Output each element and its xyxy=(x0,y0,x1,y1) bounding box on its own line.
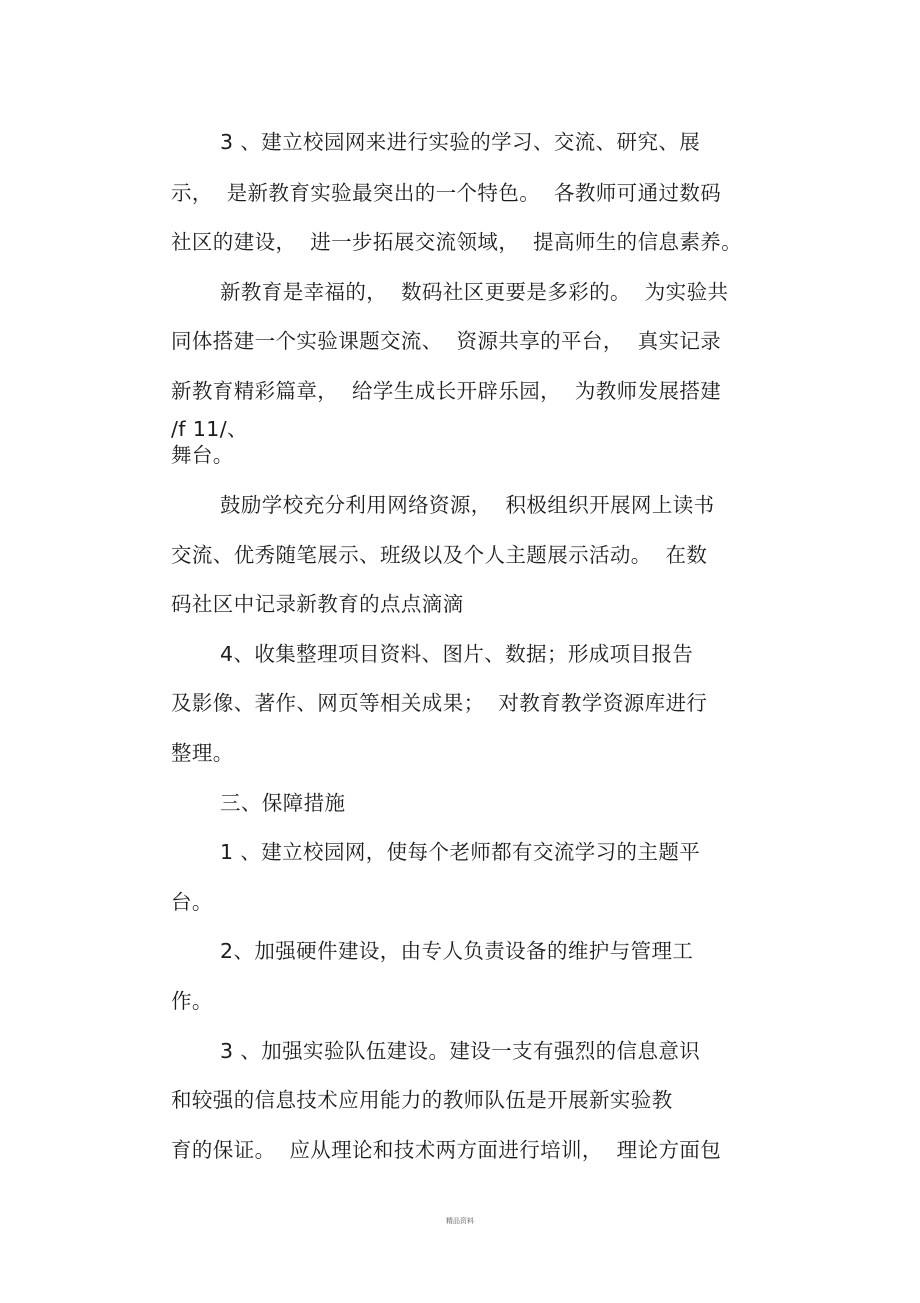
paragraph-line: 新教育精彩篇章， 给学生成长开辟乐园， 为教师发展搭建 xyxy=(171,379,722,403)
paragraph-line: 作。 xyxy=(171,989,213,1013)
paragraph-line: /f 11/、 xyxy=(171,417,248,441)
paragraph-line: 2、加强硬件建设，由专人负责设备的维护与管理工 xyxy=(220,939,694,963)
paragraph-line: 示， 是新教育实验最突出的一个特色。 各教师可通过数码 xyxy=(171,181,722,205)
paragraph-line: 码社区中记录新教育的点点滴滴 xyxy=(171,592,464,616)
paragraph-line: 整理。 xyxy=(171,741,234,765)
page-footer: 精品资料 xyxy=(446,1217,474,1225)
paragraph-line: 育的保证。 应从理论和技术两方面进行培训， 理论方面包 xyxy=(171,1138,722,1162)
paragraph-line: 同体搭建一个实验课题交流、 资源共享的平台， 真实记录 xyxy=(171,329,722,353)
paragraph-line: 3 、加强实验队伍建设。建设一支有强烈的信息意识 xyxy=(220,1039,701,1063)
paragraph-line: 新教育是幸福的， 数码社区更要是多彩的。 为实验共 xyxy=(220,280,729,304)
paragraph-line: 台。 xyxy=(171,890,213,914)
paragraph-line: 4、收集整理项目资料、图片、数据；形成项目报告 xyxy=(220,642,694,666)
paragraph-line: 和较强的信息技术应用能力的教师队伍是开展新实验教 xyxy=(171,1088,673,1112)
paragraph-line: 及影像、著作、网页等相关成果； 对教育教学资源库进行 xyxy=(171,691,708,715)
paragraph-line: 社区的建设， 进一步拓展交流领域， 提高师生的信息素养。 xyxy=(171,230,743,254)
paragraph-line: 1 、建立校园网，使每个老师都有交流学习的主题平 xyxy=(220,840,701,864)
section-heading: 三、保障措施 xyxy=(220,791,346,815)
paragraph-line: 舞台。 xyxy=(171,443,234,467)
paragraph-line: 交流、优秀随笔展示、班级以及个人主题展示活动。 在数 xyxy=(171,543,708,567)
paragraph-line: 3 、建立校园网来进行实验的学习、交流、研究、展 xyxy=(220,130,701,154)
paragraph-line: 鼓励学校充分利用网络资源， 积极组织开展网上读书 xyxy=(220,493,715,517)
